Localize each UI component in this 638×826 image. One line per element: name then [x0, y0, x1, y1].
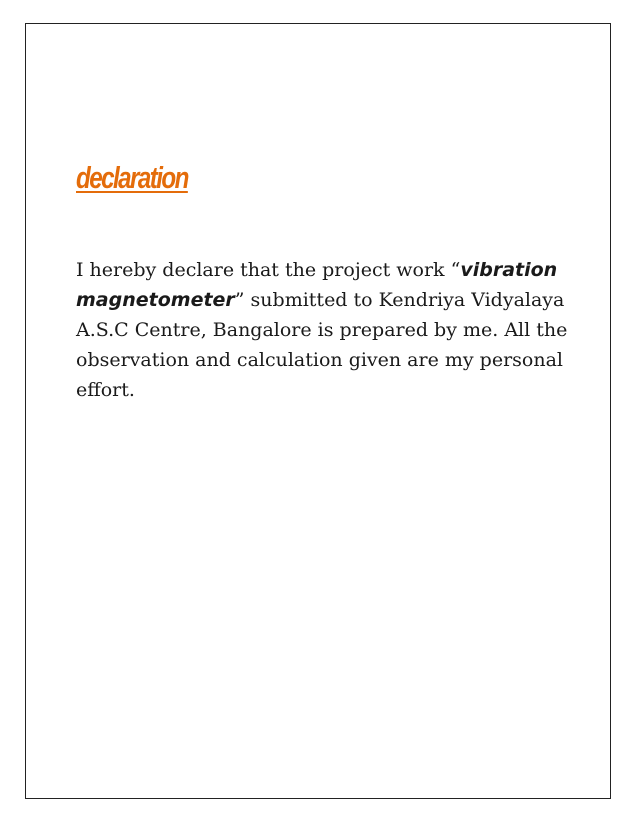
declaration-heading: declaration [76, 160, 188, 195]
project-title: vibration magnetometer [76, 259, 558, 311]
declaration-paragraph [76, 255, 576, 405]
paragraph-lead: I hereby declare that the project work “ [76, 259, 461, 281]
paragraph-tail: ” submitted to Kendriya Vidyalaya A.S.C Centre, Bangalore is prepared by me. All the observation and calculation given are my personal effort. [76, 289, 568, 401]
page-border [25, 23, 611, 799]
